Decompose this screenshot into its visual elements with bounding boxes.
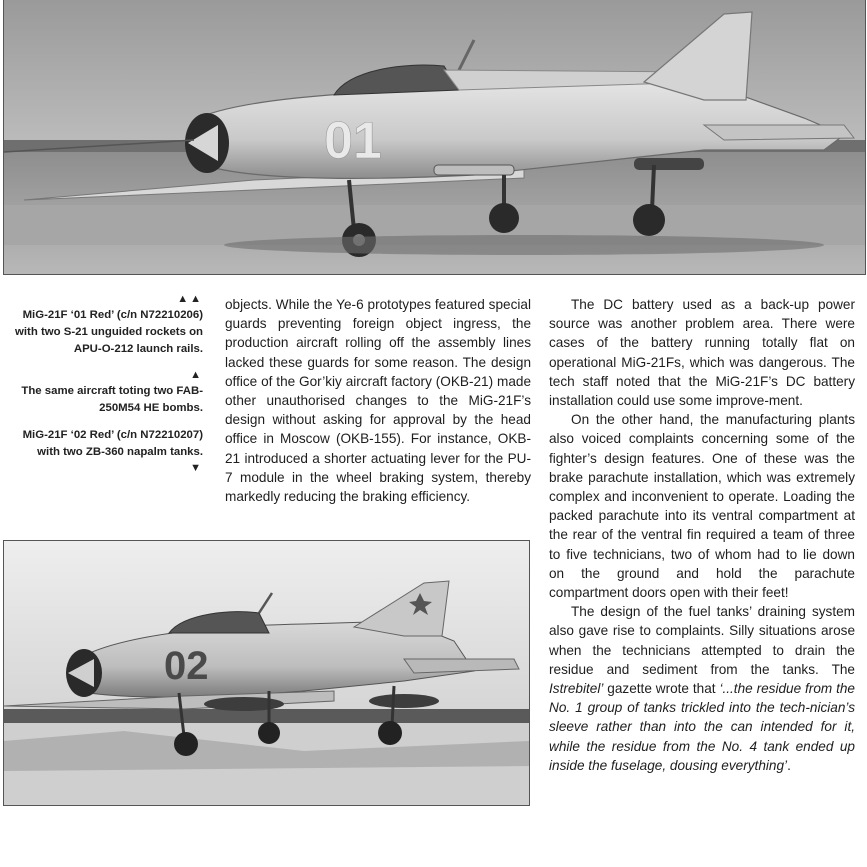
text-run: gazette wrote that	[603, 681, 720, 697]
photo-mig21f-01-red	[3, 0, 866, 275]
paragraph	[549, 602, 855, 775]
paragraph: objects. While the Ye-6 prototypes featured special guards preventing foreign object ingress, the production aircraft rolling off the assembly lines lacked these guards for some reason. The design office of the Gor’kiy aircraft factory (OKB-21) made other unauthorised changes to the MiG-21F’s design without asking for approval by the head office in Moscow (OKB-155). For instance, OKB-21 introduced a shorter actuating lever for the PU-7 module in the wheel braking system, thereby markedly reducing the braking efficiency.	[225, 297, 531, 505]
text-column-right	[549, 295, 855, 775]
caption-mig21f-01-rockets: MiG-21F ‘01 Red’ (c/n N72210206) with two S-21 unguided rockets on APU-O-212 launch rails.	[15, 309, 203, 355]
caption-mig21f-01-bombs: The same aircraft toting two FAB-250M54 HE bombs.	[21, 385, 203, 414]
paragraph: On the other hand, the manufacturing plants also voiced complaints concerning some of the fighter’s design features. One of these was the brake parachute installation, which was extremely complex and inconvenient to operate. Loading the packed parachute into its ventral compartment at the rear of the ventral fin required a team of three to five technicians, two of whom had to lie down on the ground and hold the parachute compartment doors open with their feet!	[549, 412, 855, 601]
photo-captions	[3, 292, 203, 476]
aircraft-photo-02	[4, 541, 529, 805]
text-run: The design of the fuel tanks’ draining system also gave rise to complaints. Silly situations arose when the technicians attempted to drain the residue and sediment from the tanks. The	[549, 604, 855, 677]
caption-mig21f-02-napalm: MiG-21F ‘02 Red’ (c/n N72210207) with two ZB-360 napalm tanks.	[22, 429, 203, 458]
arrow-up-icon: ▲	[190, 369, 203, 381]
photo-mig21f-02-red	[3, 540, 530, 806]
aircraft-photo-01	[4, 0, 865, 274]
arrow-up-double-icon: ▲▲	[177, 293, 203, 305]
text-run: .	[787, 757, 791, 773]
paragraph: The DC battery used as a back-up power source was another problem area. There were cases of the battery running totally flat on operational MiG-21Fs, which was dangerous. The tech staff noted that the MiG-21F’s DC battery installation could use some improve-ment.	[549, 297, 855, 409]
text-column-middle	[225, 295, 531, 506]
tactical-number-02: 02	[164, 644, 209, 688]
gazette-quote: ‘...the residue from the No. 1 group of tanks trickled into the tech-nician’s sleeve rather than into the can intended for it, while the residue from the No. 4 tank ended up inside the fuselage, dousing everything’	[549, 681, 855, 773]
tactical-number-01: 01	[324, 112, 382, 170]
gazette-name: Istrebitel’	[549, 681, 604, 697]
arrow-down-icon: ▼	[190, 462, 203, 474]
